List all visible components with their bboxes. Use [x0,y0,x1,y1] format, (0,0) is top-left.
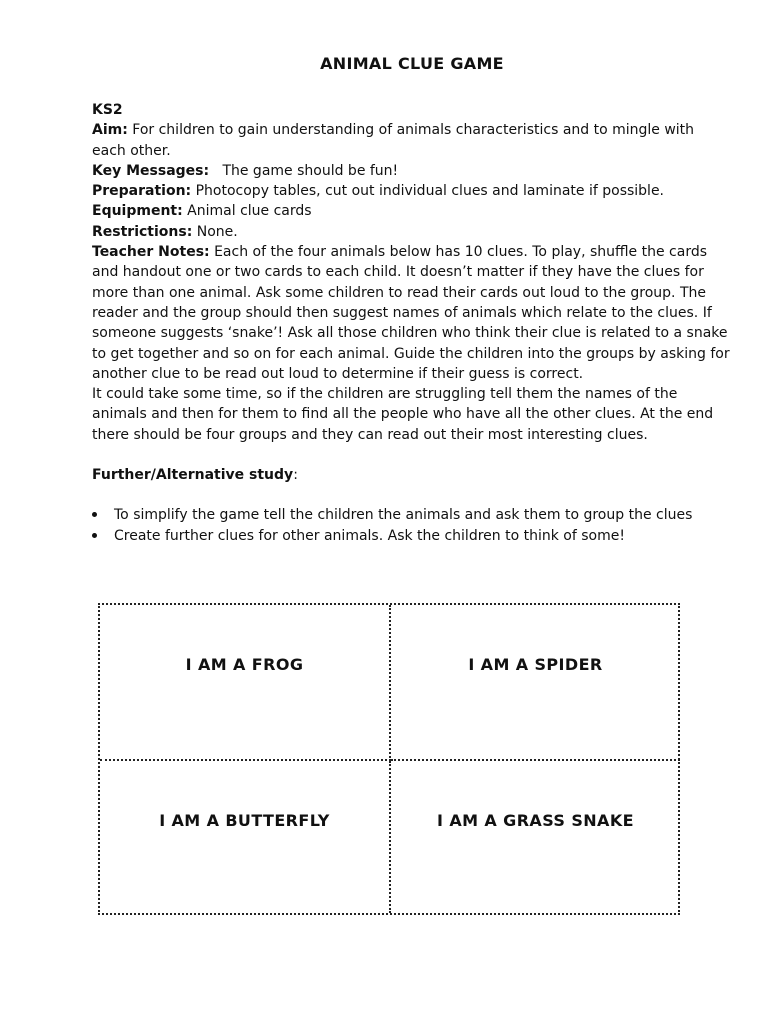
further-study-list [92,505,732,546]
equipment-field [92,201,732,221]
animal-card-grid [98,603,680,915]
aim-label: Aim: [92,122,128,139]
equipment-label: Equipment: [92,203,183,220]
document-title: ANIMAL CLUE GAME [320,54,504,73]
equipment-text: Animal clue cards [182,203,312,220]
restrictions-field [92,222,732,242]
further-study-heading-text: Further/Alternative study [92,467,294,484]
animal-card-frog [100,605,391,761]
key-messages-field [92,161,732,181]
aim-text: For children to gain understanding of animals characteristics and to mingle with each other. [92,122,695,159]
teacher-notes-label: Teacher Notes: [92,244,210,261]
aim-field [92,120,732,161]
teacher-notes-field [92,242,732,384]
spacer [92,485,732,505]
animal-card-label: I AM A BUTTERFLY [159,811,330,830]
key-stage: KS2 [92,102,123,118]
teacher-notes-continued: It could take some time, so if the children are struggling tell them the names of the animals and then for them to find all the people who have all the other clues. At the end there should be four groups and they can read out their most interesting clues. [92,386,714,443]
further-study-colon: : [293,467,298,484]
preparation-text: Photocopy tables, cut out individual clues and laminate if possible. [191,183,665,200]
spacer [92,445,732,465]
animal-card-grass-snake [391,761,680,913]
bullet-icon [92,512,97,517]
preparation-label: Preparation: [92,183,192,200]
list-item [92,505,732,525]
key-messages-label: Key Messages: [92,162,210,179]
further-study-heading [92,465,732,485]
animal-card-butterfly [100,761,391,913]
list-item-text: Create further clues for other animals. Ask the children to think of some! [114,527,625,544]
animal-card-label: I AM A SPIDER [468,655,603,674]
animal-card-spider [391,605,680,761]
bullet-icon [92,533,97,538]
preparation-field [92,181,732,201]
document-body [92,100,732,546]
animal-card-label: I AM A FROG [185,655,304,674]
list-item [92,526,732,546]
key-messages-text: The game should be fun! [209,162,399,179]
restrictions-label: Restrictions: [92,223,193,240]
list-item-text: To simplify the game tell the children the animals and ask them to group the clues [114,507,693,524]
animal-card-label: I AM A GRASS SNAKE [437,811,634,830]
teacher-notes-text: Each of the four animals below has 10 clues. To play, shuffle the cards and handout one or two cards to each child. It doesn’t matter if they have the clues for more than one animal. Ask some children to read their cards out loud to the group. The reader and the group should then suggest names of animals which relate to the clues. If someone suggests ‘snake’! Ask all those children who think their clue is related to a snake to get together and so on for each animal. Guide the children into the groups by asking for another clue to be read out loud to determine if their guess is correct. [92,244,730,382]
restrictions-text: None. [192,223,238,240]
